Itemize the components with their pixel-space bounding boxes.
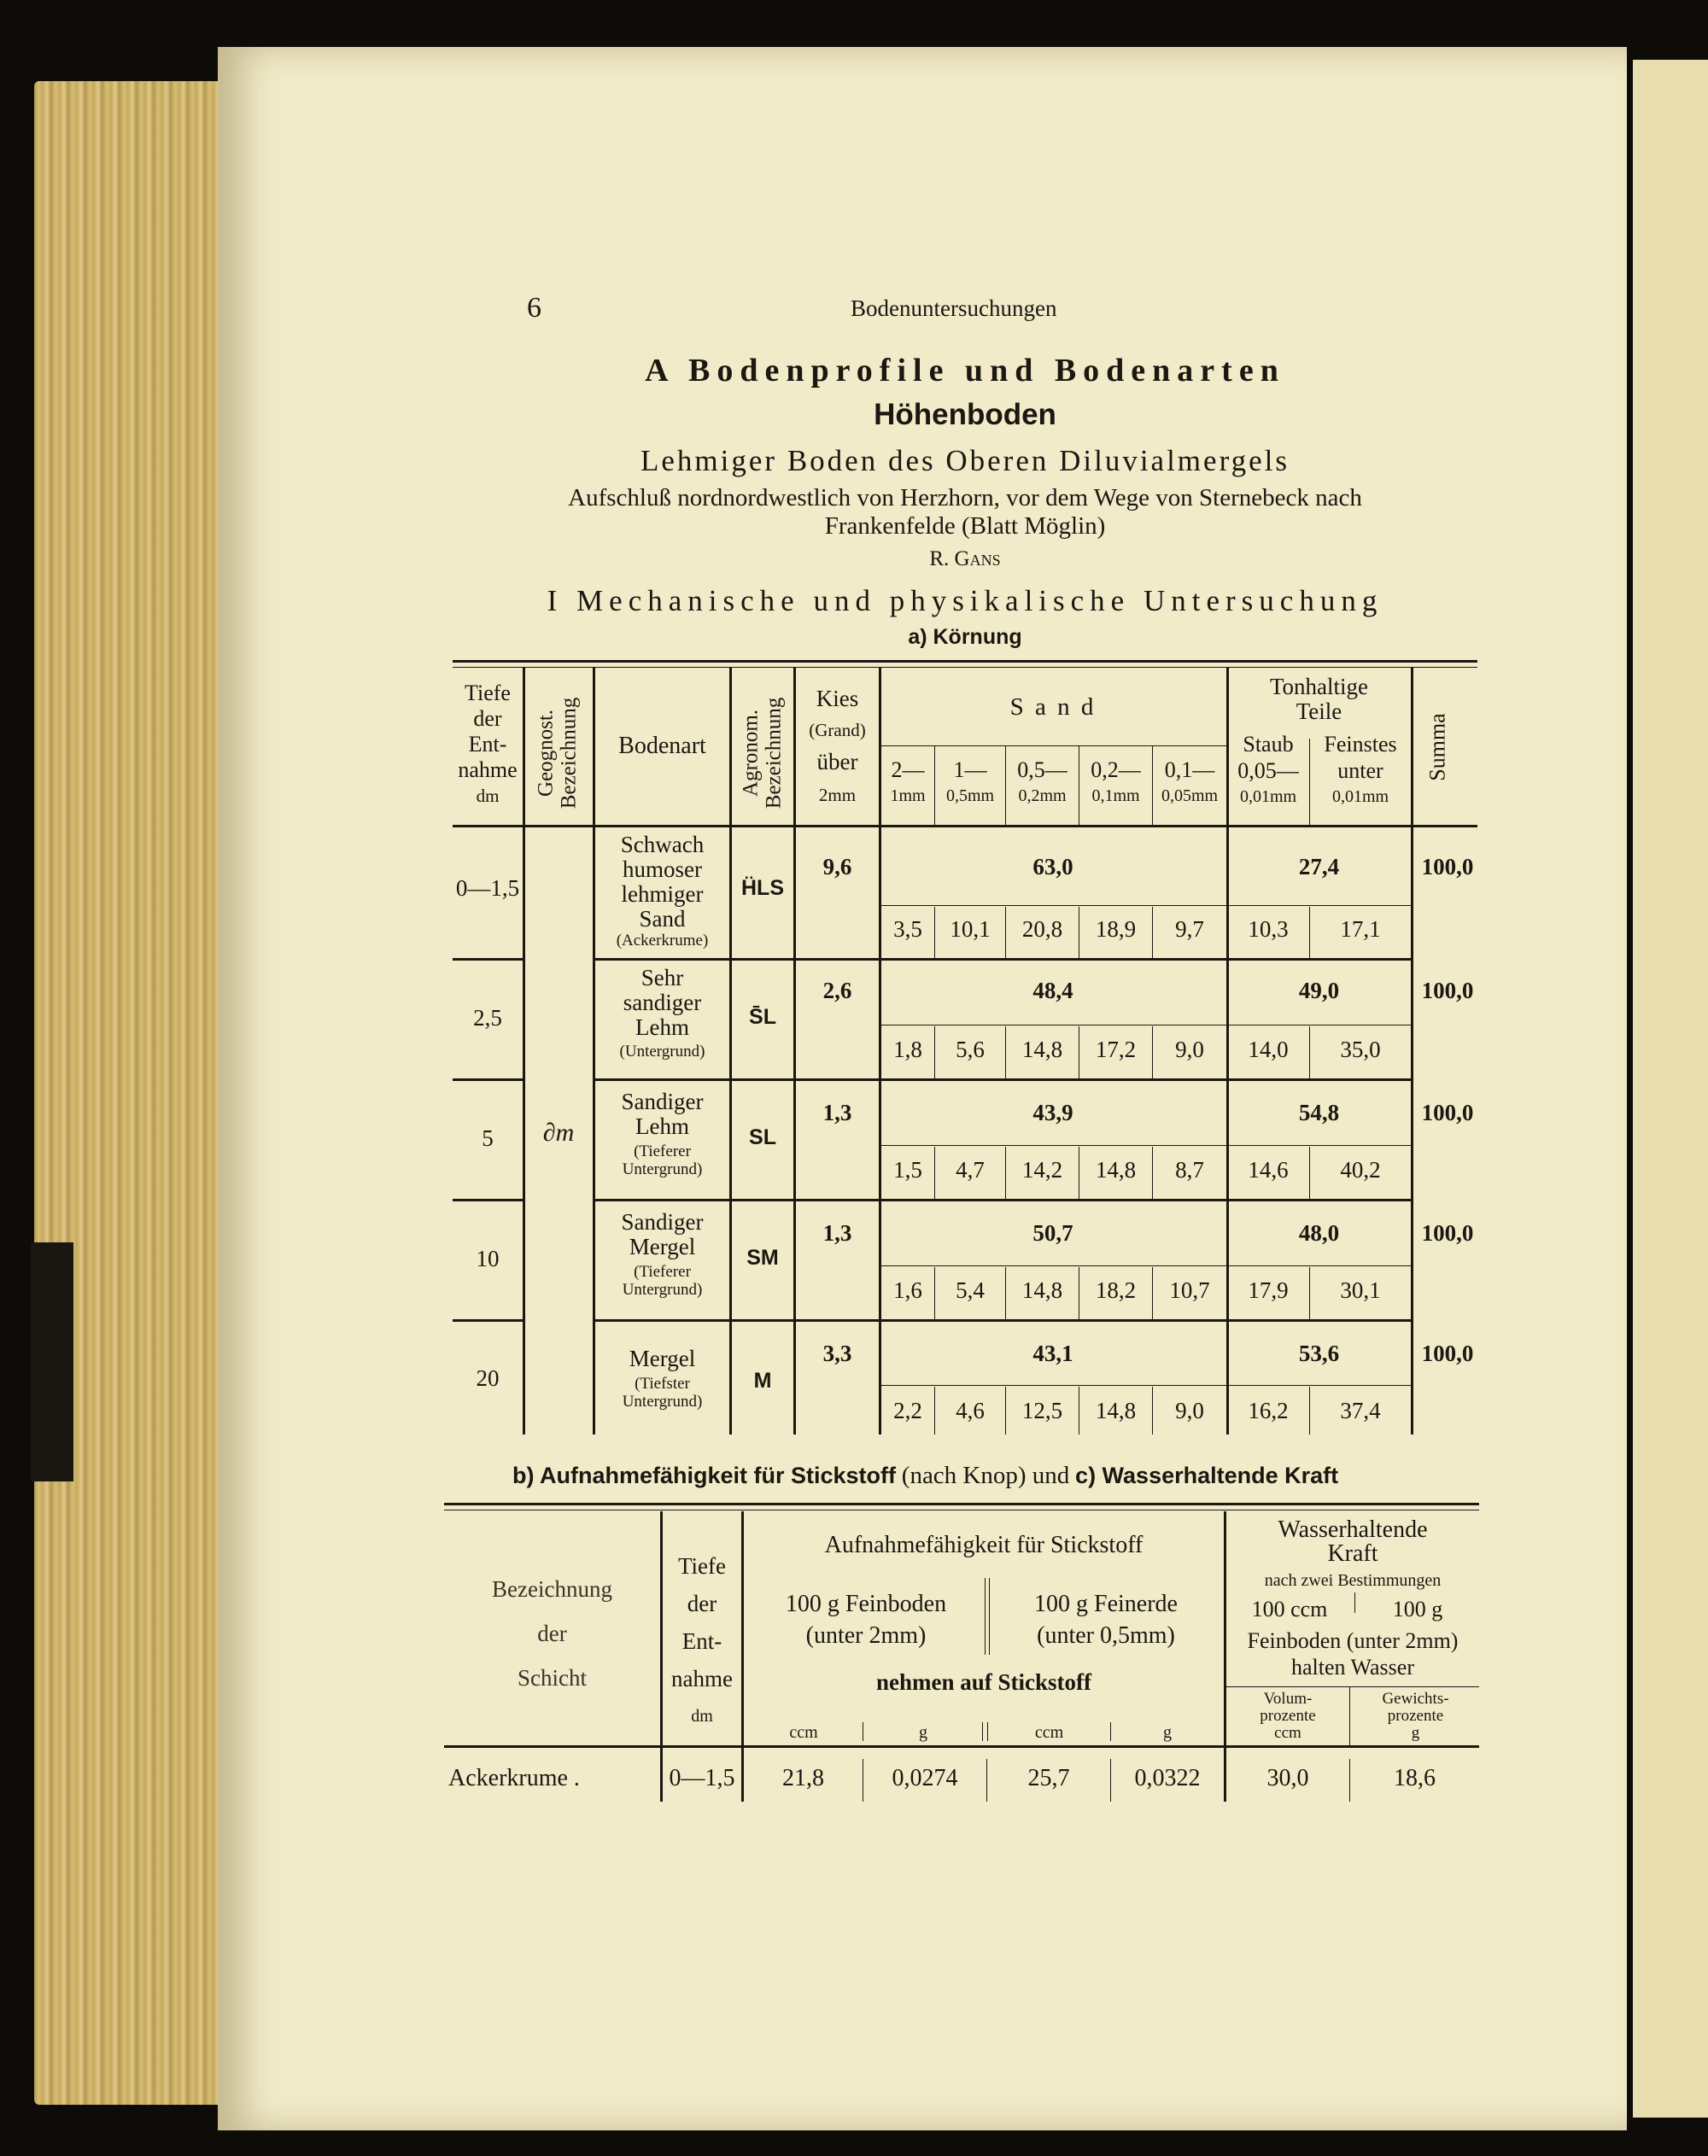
header-tiefe bbox=[453, 681, 523, 809]
page-tab bbox=[31, 1242, 73, 1481]
cell-bodenart bbox=[595, 833, 729, 949]
rule bbox=[453, 1319, 523, 1322]
header-bezeichnung bbox=[444, 1567, 660, 1700]
header-agronom: Agronom. Bezeichnung bbox=[739, 697, 786, 809]
cell-sand-total: 48,4 bbox=[1032, 978, 1073, 1003]
cell-sand: 17,2 bbox=[1095, 1037, 1137, 1062]
header-text: 0,1mm bbox=[1091, 786, 1140, 805]
cell-bodenart bbox=[595, 1347, 729, 1411]
cell-tiefe: 2,5 bbox=[473, 1005, 502, 1031]
cell-ton: 35,0 bbox=[1340, 1037, 1381, 1062]
header-text: Tonhaltige bbox=[1269, 674, 1369, 699]
header-text: Tiefe bbox=[465, 681, 511, 705]
table-a-title: a) Körnung bbox=[908, 625, 1022, 649]
rule bbox=[1229, 1265, 1411, 1266]
header-wasser-sub: 100 ccm bbox=[1251, 1597, 1328, 1621]
header-text: Kraft bbox=[1327, 1540, 1378, 1567]
rule bbox=[729, 667, 732, 825]
header-gewichts bbox=[1352, 1691, 1479, 1742]
cell-tiefe: 0—1,5 bbox=[669, 1765, 735, 1791]
header-sand-1 bbox=[881, 757, 934, 809]
rule bbox=[989, 1578, 990, 1655]
header-summa: Summa bbox=[1424, 713, 1450, 781]
header-text: Feinstes bbox=[1324, 732, 1397, 757]
header-wasser bbox=[1226, 1518, 1479, 1566]
rule bbox=[453, 1078, 523, 1081]
running-title: Bodenuntersuchungen bbox=[851, 295, 1057, 321]
unit-label: g bbox=[1163, 1723, 1172, 1742]
cell-ton: 17,1 bbox=[1340, 916, 1381, 942]
unit-label: ccm bbox=[789, 1723, 818, 1742]
rule bbox=[453, 660, 1477, 663]
header-text: unter bbox=[1337, 758, 1383, 783]
cell-sand: 18,9 bbox=[1095, 916, 1137, 942]
cell-value: 0,0322 bbox=[1134, 1765, 1201, 1791]
header-kies bbox=[796, 683, 879, 811]
cell-ton-total: 49,0 bbox=[1298, 978, 1340, 1003]
cell-value: 18,6 bbox=[1394, 1765, 1436, 1791]
header-text: über bbox=[816, 749, 858, 774]
cell-text: Sandiger bbox=[621, 1209, 704, 1235]
cell-sand: 5,4 bbox=[956, 1277, 985, 1303]
header-text: prozente bbox=[1387, 1707, 1444, 1725]
cell-ton-total: 27,4 bbox=[1298, 854, 1340, 879]
cell-ton-total: 54,8 bbox=[1298, 1100, 1340, 1125]
header-text: Bezeichnung bbox=[492, 1576, 612, 1602]
cell-tiefe: 10 bbox=[476, 1246, 500, 1271]
header-text: der bbox=[473, 706, 502, 731]
cell-text: Sehr bbox=[640, 965, 684, 990]
header-text: g bbox=[1411, 1724, 1420, 1742]
cell-sand-total: 50,7 bbox=[1032, 1220, 1073, 1246]
cell-note: (Ackerkrume) bbox=[616, 932, 709, 949]
rule bbox=[1354, 1592, 1355, 1613]
rule bbox=[1349, 1686, 1350, 1745]
header-text: Schicht bbox=[518, 1665, 587, 1691]
rule bbox=[595, 1199, 1411, 1201]
header-text: Teile bbox=[1296, 698, 1342, 724]
header-text: (Grand) bbox=[809, 720, 866, 740]
header-sand-5 bbox=[1153, 757, 1226, 809]
cell-sand: 1,8 bbox=[893, 1037, 922, 1062]
cell-value: 30,0 bbox=[1266, 1765, 1309, 1791]
cell-agronom: SL bbox=[749, 1125, 776, 1149]
cell-bodenart bbox=[595, 1210, 729, 1299]
header-feinboden bbox=[747, 1588, 985, 1651]
header-sand-4 bbox=[1079, 757, 1152, 809]
table-b-title bbox=[512, 1462, 1338, 1490]
cell-ton: 10,3 bbox=[1248, 916, 1289, 942]
rule bbox=[595, 958, 1411, 961]
header-text: 0,05mm bbox=[1161, 786, 1219, 805]
cell-agronom: M bbox=[753, 1369, 772, 1393]
cell-value: 21,8 bbox=[782, 1765, 824, 1791]
cell-summa: 100,0 bbox=[1421, 978, 1474, 1003]
part-title: I Mechanische und physikalische Untersuchung bbox=[547, 584, 1383, 617]
cell-note: (Tieferer Untergrund) bbox=[622, 1142, 703, 1178]
rule bbox=[1411, 667, 1413, 825]
header-text: 0,01mm bbox=[1239, 787, 1297, 806]
cell-sand: 10,7 bbox=[1169, 1277, 1210, 1303]
cell-summa: 100,0 bbox=[1421, 1100, 1474, 1125]
header-text: nahme bbox=[458, 757, 518, 782]
cell-note: (Tiefster Untergrund) bbox=[622, 1375, 703, 1411]
cell-text: Schwach bbox=[620, 832, 705, 857]
header-text: (unter 0,5mm) bbox=[1037, 1622, 1175, 1649]
cell-tiefe: 20 bbox=[476, 1365, 500, 1391]
cell-summa: 100,0 bbox=[1421, 854, 1474, 879]
header-text: 0,01mm bbox=[1331, 787, 1389, 806]
cell-note: (Untergrund) bbox=[619, 1043, 705, 1060]
header-text: 2— bbox=[891, 757, 925, 782]
header-wasser-sub: Feinboden (unter 2mm) bbox=[1247, 1628, 1459, 1653]
header-text: Staub bbox=[1243, 732, 1294, 757]
title-part: c) Wasserhaltende Kraft bbox=[1075, 1463, 1339, 1488]
header-text: der bbox=[537, 1621, 567, 1646]
rule bbox=[595, 1078, 1411, 1081]
cell-summa: 100,0 bbox=[1421, 1220, 1474, 1246]
cell-sand: 1,6 bbox=[893, 1277, 922, 1303]
cell-kies: 1,3 bbox=[822, 1100, 852, 1125]
header-sand-2 bbox=[935, 757, 1005, 809]
rule bbox=[444, 1503, 1479, 1505]
header-tonhaltige bbox=[1227, 675, 1411, 724]
cell-sand: 20,8 bbox=[1021, 916, 1063, 942]
rule bbox=[881, 1265, 1226, 1266]
rule bbox=[881, 905, 1226, 906]
cell-text: Mergel bbox=[629, 1234, 696, 1259]
header-tiefe-b bbox=[663, 1547, 741, 1735]
header-text: nahme bbox=[671, 1666, 733, 1691]
header-wasser-sub: 100 g bbox=[1392, 1597, 1443, 1621]
cell-text: lehmiger bbox=[621, 881, 704, 907]
header-wasser-note: nach zwei Bestimmungen bbox=[1264, 1571, 1442, 1590]
cell-sand: 14,8 bbox=[1021, 1037, 1063, 1062]
cell-text: Mergel bbox=[629, 1346, 696, 1371]
rule bbox=[881, 1145, 1226, 1146]
page-number: 6 bbox=[527, 292, 541, 324]
cell-sand: 14,8 bbox=[1095, 1157, 1137, 1183]
soil-title: Lehmiger Boden des Oberen Diluvialmergels bbox=[640, 444, 1290, 477]
cell-sand: 14,8 bbox=[1021, 1277, 1063, 1303]
rule bbox=[453, 958, 523, 961]
cell-ton: 14,6 bbox=[1248, 1157, 1289, 1183]
header-text: Ent- bbox=[468, 732, 507, 757]
cell-sand: 10,1 bbox=[950, 916, 991, 942]
header-sand-3 bbox=[1006, 757, 1079, 809]
header-nehmen: nehmen auf Stickstoff bbox=[875, 1669, 1091, 1695]
header-aufnahme: Aufnahmefähigkeit für Stickstoff bbox=[824, 1532, 1144, 1558]
cell-ton: 30,1 bbox=[1340, 1277, 1381, 1303]
rule bbox=[880, 745, 1226, 746]
header-text: Volum- bbox=[1263, 1690, 1313, 1708]
header-text: Tiefe bbox=[677, 1553, 726, 1579]
header-text: 2mm bbox=[818, 785, 857, 805]
cell-sand: 14,8 bbox=[1095, 1398, 1137, 1423]
cell-kies: 3,3 bbox=[822, 1341, 852, 1366]
header-text: 0,1— bbox=[1164, 757, 1215, 782]
cell-ton: 16,2 bbox=[1248, 1398, 1289, 1423]
header-text: 0,2mm bbox=[1018, 786, 1067, 805]
rule bbox=[985, 1578, 986, 1655]
facing-page bbox=[1633, 60, 1708, 2118]
rule bbox=[881, 1385, 1226, 1386]
book-page-edges bbox=[34, 81, 231, 2105]
header-text: 0,5— bbox=[1017, 757, 1068, 782]
rule bbox=[444, 1745, 1479, 1748]
header-geognost: Geognost. Bezeichnung bbox=[534, 697, 581, 809]
cell-ton: 14,0 bbox=[1248, 1037, 1289, 1062]
rule bbox=[595, 1319, 1411, 1322]
header-feinerde bbox=[991, 1588, 1221, 1651]
cell-sand: 9,0 bbox=[1175, 1398, 1204, 1423]
header-text: 100 g Feinboden bbox=[785, 1591, 947, 1617]
rule bbox=[1229, 1385, 1411, 1386]
header-text: 1— bbox=[953, 757, 987, 782]
header-text: 1mm bbox=[890, 786, 926, 805]
header-text: ccm bbox=[1274, 1724, 1301, 1742]
cell-kies: 1,3 bbox=[822, 1220, 852, 1246]
cell-kies: 9,6 bbox=[822, 854, 852, 879]
cell-agronom: ḦLS bbox=[741, 876, 784, 900]
header-text: Ent- bbox=[681, 1628, 722, 1654]
cell-sand-total: 63,0 bbox=[1032, 854, 1073, 879]
header-text: Wasserhaltende bbox=[1278, 1516, 1428, 1543]
cell-text: Sand bbox=[639, 906, 686, 932]
cell-tiefe: 5 bbox=[482, 1125, 494, 1151]
unit-label: ccm bbox=[1034, 1723, 1064, 1742]
unit-label: g bbox=[919, 1723, 927, 1742]
cell-text: Sandiger bbox=[621, 1089, 704, 1114]
header-text: dm bbox=[691, 1707, 713, 1726]
cell-sand: 1,5 bbox=[893, 1157, 922, 1183]
header-text: Gewichts- bbox=[1382, 1690, 1449, 1708]
location-line-2: Frankenfelde (Blatt Möglin) bbox=[824, 512, 1106, 540]
cell-sand: 14,2 bbox=[1021, 1157, 1063, 1183]
cell-agronom: SM bbox=[746, 1246, 779, 1270]
title-part: (nach Knop) und bbox=[901, 1462, 1070, 1489]
cell-sand-total: 43,9 bbox=[1032, 1100, 1073, 1125]
cell-ton-total: 48,0 bbox=[1298, 1220, 1340, 1246]
cell-bezeichnung: Ackerkrume . bbox=[448, 1765, 580, 1791]
header-volum bbox=[1226, 1691, 1349, 1742]
rule bbox=[453, 1199, 523, 1201]
cell-sand: 2,2 bbox=[893, 1398, 922, 1423]
header-bodenart: Bodenart bbox=[618, 733, 706, 759]
cell-sand: 8,7 bbox=[1175, 1157, 1204, 1183]
cell-bodenart bbox=[595, 966, 729, 1063]
header-text: Kies bbox=[816, 686, 859, 711]
cell-value: 25,7 bbox=[1027, 1765, 1070, 1791]
cell-sand: 4,7 bbox=[956, 1157, 985, 1183]
header-feinstes bbox=[1310, 731, 1411, 810]
cell-sand: 9,7 bbox=[1175, 916, 1204, 942]
header-wasser-sub: halten Wasser bbox=[1291, 1655, 1414, 1680]
header-text: 0,05— bbox=[1237, 758, 1299, 783]
cell-tiefe: 0—1,5 bbox=[455, 875, 520, 901]
header-sand: S a n d bbox=[1009, 693, 1097, 721]
header-text: dm bbox=[476, 786, 500, 806]
header-staub bbox=[1227, 731, 1309, 810]
rule bbox=[1229, 1145, 1411, 1146]
cell-bodenart bbox=[595, 1090, 729, 1178]
author: R. Gans bbox=[929, 547, 1001, 570]
cell-sand: 18,2 bbox=[1095, 1277, 1137, 1303]
rule bbox=[1229, 905, 1411, 906]
subsection-title: Höhenboden bbox=[874, 398, 1056, 431]
cell-summa: 100,0 bbox=[1421, 1341, 1474, 1366]
cell-sand: 5,6 bbox=[956, 1037, 985, 1062]
cell-text: sandiger bbox=[623, 990, 702, 1015]
cell-value: 0,0274 bbox=[892, 1765, 958, 1791]
cell-kies: 2,6 bbox=[822, 978, 852, 1003]
rule bbox=[523, 667, 525, 825]
cell-sand: 4,6 bbox=[956, 1398, 985, 1423]
geognost-value: ∂m bbox=[542, 1119, 575, 1147]
header-text: 100 g Feinerde bbox=[1034, 1591, 1178, 1617]
cell-text: Lehm bbox=[635, 1014, 689, 1040]
cell-ton: 17,9 bbox=[1248, 1277, 1289, 1303]
header-text: prozente bbox=[1260, 1707, 1316, 1725]
cell-agronom: S̄L bbox=[749, 1005, 776, 1029]
header-text: (unter 2mm) bbox=[805, 1622, 927, 1649]
location-line-1: Aufschluß nordnordwestlich von Herzhorn, vor dem Wege von Sternebeck nach bbox=[568, 484, 1362, 511]
cell-sand: 3,5 bbox=[893, 916, 922, 942]
rule bbox=[1226, 1686, 1479, 1687]
cell-ton: 40,2 bbox=[1340, 1157, 1381, 1183]
cell-ton: 37,4 bbox=[1340, 1398, 1381, 1423]
cell-sand-total: 43,1 bbox=[1032, 1341, 1073, 1366]
section-title: A Bodenprofile und Bodenarten bbox=[645, 353, 1285, 389]
header-text: 0,5mm bbox=[945, 786, 995, 805]
header-text: 0,2— bbox=[1091, 757, 1141, 782]
rule bbox=[453, 667, 1477, 668]
rule bbox=[453, 825, 1477, 827]
cell-text: humoser bbox=[623, 856, 702, 882]
cell-ton-total: 53,6 bbox=[1298, 1341, 1340, 1366]
header-text: der bbox=[687, 1591, 717, 1616]
cell-sand: 9,0 bbox=[1175, 1037, 1204, 1062]
cell-note: (Tieferer Untergrund) bbox=[622, 1263, 703, 1299]
cell-sand: 12,5 bbox=[1021, 1398, 1063, 1423]
cell-text: Lehm bbox=[635, 1113, 689, 1139]
title-part: b) Aufnahmefähigkeit für Stickstoff bbox=[512, 1463, 897, 1488]
